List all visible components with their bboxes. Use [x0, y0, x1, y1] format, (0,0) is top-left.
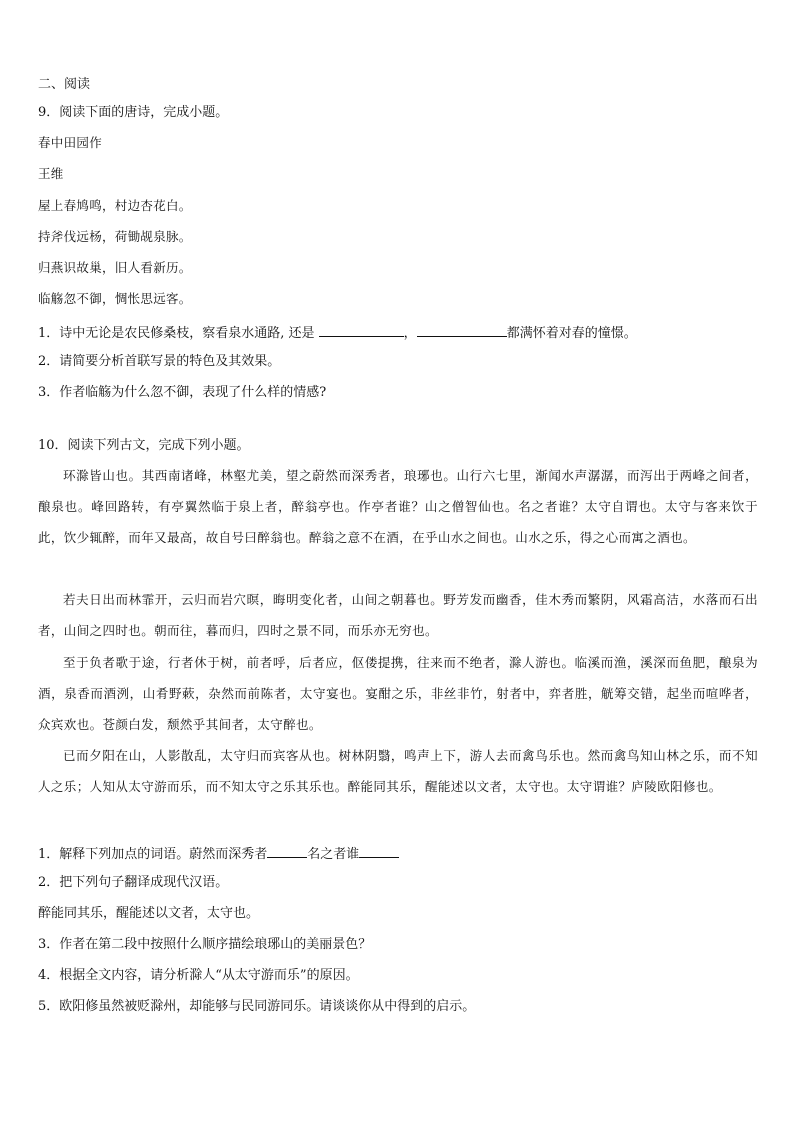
- poem-title: 春中田园作: [38, 135, 103, 150]
- q9-sub1-suffix: 都满怀着对春的憧憬。: [506, 326, 637, 341]
- q9-sub1-prefix: 1．诗中无论是农民修桑枝，察看泉水通路, 还是: [38, 326, 319, 341]
- answer-blank-3[interactable]: [267, 843, 307, 858]
- q10-sub1-middle: 名之者谁: [307, 847, 360, 862]
- q10-sub1: [38, 843, 399, 864]
- answer-blank-1[interactable]: [319, 322, 404, 337]
- passage-paragraph-4: 已而夕阳在山，人影散乱，太守归而宾客从也。树林阴翳，鸣声上下，游人去而禽鸟乐也。然而禽鸟知山林之乐，而不知人之乐；人知从太守游而乐，而不知太守之乐其乐也。醉能同其乐，醒能述以文者，太守也。太守谓谁？庐陵欧阳修也。: [38, 748, 758, 794]
- q9-intro: 9．阅读下面的唐诗，完成小题。: [38, 105, 229, 120]
- poem-line: 屋上春鸠鸣，村边杏花白。: [38, 198, 192, 213]
- passage-paragraph-1: 环滁皆山也。其西南诸峰，林壑尤美，望之蔚然而深秀者，琅琊也。山行六七里，渐闻水声潺潺，而泻出于两峰之间者，酿泉也。峰回路转，有亭翼然临于泉上者，醉翁亭也。作亭者谁？山之僧智仙也。名之者谁？太守自谓也。太守与客来饮于此，饮少辄醉，而年又最高，故自号曰醉翁也。醉翁之意不在酒，在乎山水之间也。山水之乐，得之心而寓之酒也。: [38, 468, 758, 545]
- answer-blank-4[interactable]: [359, 843, 399, 858]
- poem-line: 临觞忽不御，惆怅思远客。: [38, 291, 192, 306]
- poem-author: 王维: [38, 166, 64, 181]
- q10-sub4: 4．根据全文内容，请分析滁人“从太守游而乐”的原因。: [38, 968, 359, 983]
- q9-sub1-separator: ，: [403, 326, 417, 341]
- passage-paragraph-2: 若夫日出而林霏开，云归而岩穴暝，晦明变化者，山间之朝暮也。野芳发而幽香，佳木秀而繁阴，风霜高洁，水落而石出者，山间之四时也。朝而往，暮而归，四时之景不同，而乐亦无穷也。: [38, 592, 758, 638]
- poem-line: 归燕识故巢，旧人看新历。: [38, 260, 192, 275]
- q10-sub3: 3．作者在第二段中按照什么顺序描绘琅琊山的美丽景色？: [38, 937, 372, 952]
- q10-sub2-sentence: 醉能同其乐，醒能述以文者，太守也。: [38, 906, 260, 921]
- poem-line: 持斧伐远杨，荷锄觇泉脉。: [38, 229, 192, 244]
- q10-sub5: 5．欧阳修虽然被贬滁州，却能够与民同游同乐。请谈谈你从中得到的启示。: [38, 999, 476, 1014]
- q9-sub1: [38, 322, 637, 343]
- q9-sub3: 3．作者临觞为什么忽不御，表现了什么样的情感?: [38, 385, 327, 400]
- q10-sub2: 2．把下列句子翻译成现代汉语。: [38, 875, 229, 890]
- q10-intro: 10．阅读下列古文，完成下列小题。: [38, 438, 250, 453]
- q10-sub1-prefix: 1．解释下列加点的词语。蔚然而深秀者: [38, 847, 268, 862]
- section-heading: 二、阅读: [38, 77, 91, 92]
- q9-sub2: 2．请简要分析首联写景的特色及其效果。: [38, 354, 281, 369]
- passage-paragraph-3: 至于负者歌于途，行者休于树，前者呼，后者应，伛偻提携，往来而不绝者，滁人游也。临溪而渔，溪深而鱼肥，酿泉为酒，泉香而酒洌，山肴野蔌，杂然而前陈者，太守宴也。宴酣之乐，非丝非竹，射者中，弈者胜，觥筹交错，起坐而喧哗者，众宾欢也。苍颜白发，颓然乎其间者，太守醉也。: [38, 655, 758, 732]
- answer-blank-2[interactable]: [417, 322, 507, 337]
